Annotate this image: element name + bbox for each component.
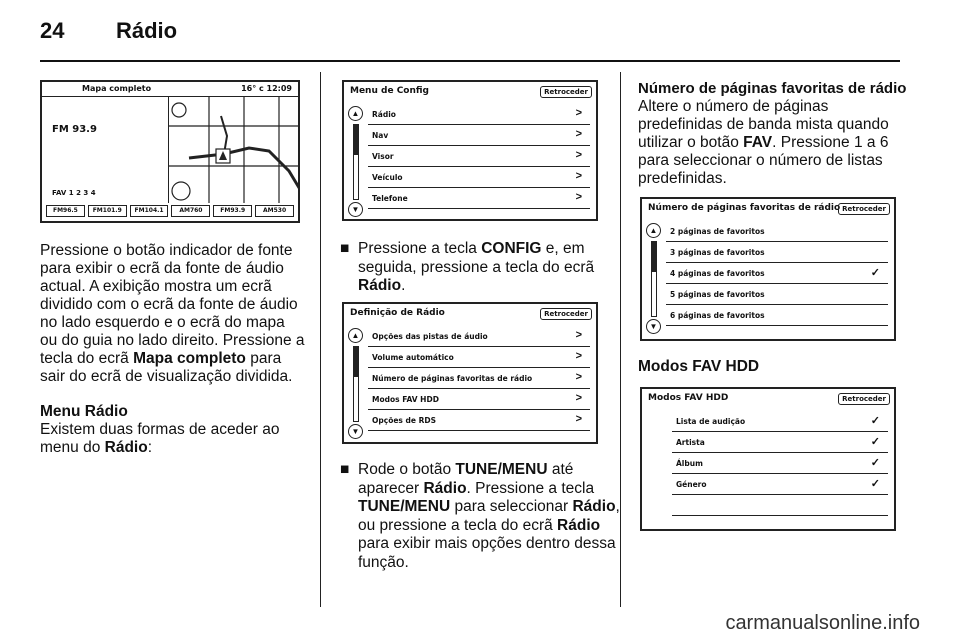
chevron-right-icon: > [575, 149, 582, 161]
list-item: 2 páginas de favoritos [666, 221, 888, 242]
scroll-down-icon: ▼ [348, 202, 363, 217]
list-item: 5 páginas de favoritos [666, 284, 888, 305]
fav-line: FAV 1 2 3 4 [52, 189, 96, 197]
checkmark-icon: ✓ [870, 436, 880, 448]
checkmark-icon: ✓ [870, 457, 880, 469]
paragraph-map-full: Pressione o botão indicador de fonte para exibir o ecrã da fonte de áudio actual. A exibição mostra um ecrã dividido com o ecrã da fonte de áudio no lado esquerdo e o ecrã do mapa ou do guia no lado direito. Pressione a tecla do ecrã Mapa completo para sair do ecrã de visualização dividida. [40, 242, 305, 385]
preset-bar [46, 205, 294, 217]
list-item: Rádio > [368, 104, 590, 125]
screen-title: Definição de Rádio [350, 308, 445, 318]
list-item: Opções de RDS > [368, 410, 590, 431]
list-item: Nav > [368, 125, 590, 146]
scroll-track [353, 346, 359, 422]
scroll-up-icon: ▲ [646, 223, 661, 238]
fav-pages-screen [640, 197, 896, 341]
list-item: Veículo > [368, 167, 590, 188]
preset-button: FM104.1 [130, 205, 169, 217]
page-number: 24 [40, 18, 65, 43]
chevron-right-icon: > [575, 191, 582, 203]
back-button: Retroceder [838, 203, 890, 215]
list-item: Volume automático > [368, 347, 590, 368]
chevron-right-icon: > [575, 371, 582, 383]
checkmark-icon: ✓ [870, 415, 880, 427]
config-menu-screen [342, 80, 598, 221]
chevron-right-icon: > [575, 329, 582, 341]
list-item: Álbum ✓ [672, 453, 888, 474]
screen-title: Número de páginas favoritas de rádio [648, 203, 841, 213]
list-item: Opções das pistas de áudio > [368, 326, 590, 347]
fav-pages-list [666, 221, 888, 326]
list-item: 6 páginas de favoritos [666, 305, 888, 326]
preset-button: AM760 [171, 205, 210, 217]
scroll-down-icon: ▼ [348, 424, 363, 439]
scroll-track [353, 124, 359, 200]
chevron-right-icon: > [575, 170, 582, 182]
preset-button: FM101.9 [88, 205, 127, 217]
screen-title: Menu de Config [350, 86, 429, 96]
station-readout: FM 93.9 [52, 124, 97, 135]
scroll-up-icon: ▲ [348, 328, 363, 343]
screen-title: Modos FAV HDD [648, 393, 729, 403]
map-topbar [42, 82, 298, 97]
map-screen-illustration [40, 80, 300, 223]
back-button: Retroceder [540, 86, 592, 98]
back-button: Retroceder [838, 393, 890, 405]
page-title: Rádio [116, 18, 178, 43]
list-item: Visor > [368, 146, 590, 167]
map-screen-title: Mapa completo [82, 84, 152, 93]
radio-settings-screen [342, 302, 598, 444]
chevron-right-icon: > [575, 413, 582, 425]
scroll-track [651, 241, 657, 317]
header-rule [40, 60, 900, 62]
map-graphic [169, 96, 298, 203]
section-heading-fav-pages: Número de páginas favoritas de rádio [638, 80, 907, 97]
list-item: 3 páginas de favoritos [666, 242, 888, 263]
chevron-right-icon: > [575, 350, 582, 362]
map-view [168, 96, 298, 203]
preset-button: FM96.5 [46, 205, 85, 217]
scroll-down-icon: ▼ [646, 319, 661, 334]
fav-hdd-list [672, 411, 888, 516]
chevron-right-icon: > [575, 392, 582, 404]
scroll-up-icon: ▲ [348, 106, 363, 121]
chevron-right-icon: > [575, 128, 582, 140]
fav-hdd-screen [640, 387, 896, 531]
list-item [672, 495, 888, 516]
list-item: 4 páginas de favoritos ✓ [666, 263, 888, 284]
paragraph-menu-access: Existem duas formas de aceder ao menu do Rádio: [40, 421, 280, 456]
list-item: Artista ✓ [672, 432, 888, 453]
checkmark-icon: ✓ [870, 478, 880, 490]
list-item: Modos FAV HDD > [368, 389, 590, 410]
preset-button: AM530 [255, 205, 294, 217]
chevron-right-icon: > [575, 107, 582, 119]
list-item: Número de páginas favoritas de rádio > [368, 368, 590, 389]
section-heading-fav-hdd: Modos FAV HDD [638, 358, 760, 375]
back-button: Retroceder [540, 308, 592, 320]
preset-button: FM93.9 [213, 205, 252, 217]
section-heading-menu-radio: Menu Rádio [40, 403, 128, 420]
radio-settings-list [368, 326, 590, 431]
list-item: Telefone > [368, 188, 590, 209]
list-item: Lista de audição ✓ [672, 411, 888, 432]
watermark: carmanualsonline.info [725, 612, 920, 634]
list-item: Género ✓ [672, 474, 888, 495]
column-divider-1 [320, 72, 321, 607]
checkmark-icon: ✓ [870, 267, 880, 279]
config-menu-list [368, 104, 590, 209]
map-screen-status: 16° c 12:09 [241, 84, 292, 93]
paragraph-fav-pages: Altere o número de páginas predefinidas de banda mista quando utilizar o botão FAV. Pressione 1 a 6 para seleccionar o número de listas predefinidas. [638, 98, 889, 187]
